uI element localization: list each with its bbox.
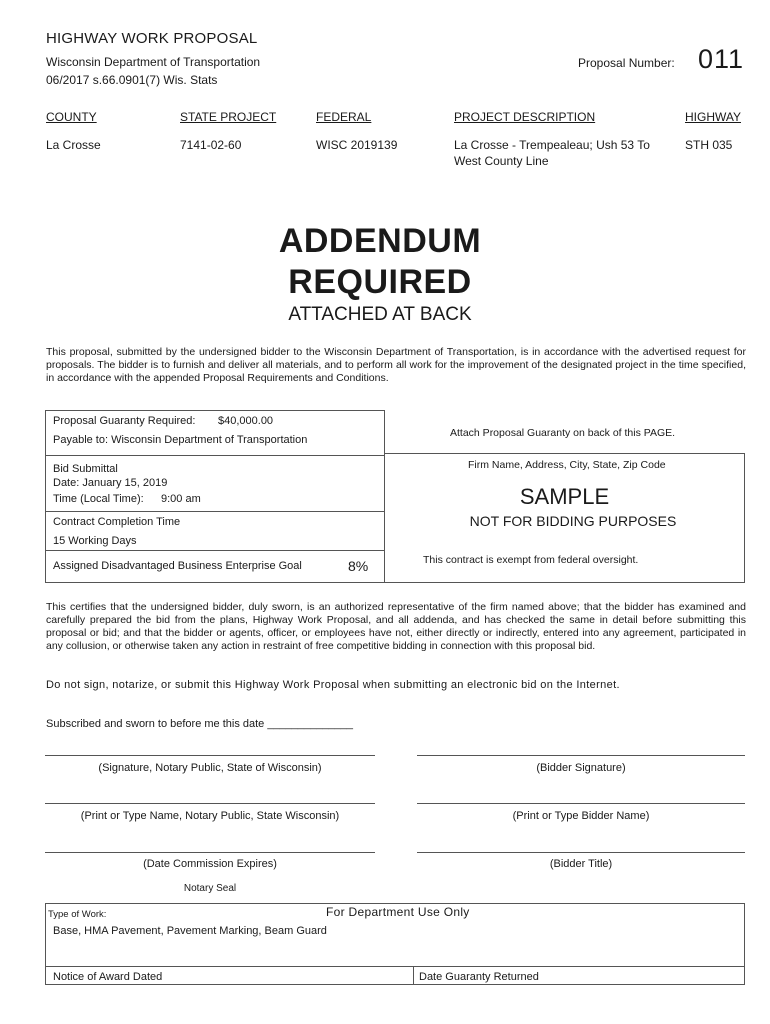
county-header: COUNTY: [46, 110, 97, 124]
bid-date: Date: January 15, 2019: [53, 477, 168, 489]
guaranty-amount: $40,000.00: [218, 415, 274, 427]
attach-guaranty-note: Attach Proposal Guaranty on back of this PAGE.: [450, 427, 676, 439]
notary-seal-label: Notary Seal: [183, 883, 237, 894]
county-value: La Crosse: [46, 138, 101, 152]
bid-submittal-label: Bid Submittal: [53, 463, 118, 475]
not-for-bidding-stamp: NOT FOR BIDDING PURPOSES: [469, 513, 677, 529]
firm-name-label: Firm Name, Address, City, State, Zip Code: [468, 459, 666, 471]
sample-stamp: SAMPLE: [519, 484, 610, 509]
proposal-number: 011: [698, 44, 745, 74]
state-project-header: STATE PROJECT: [180, 110, 277, 124]
form-title: HIGHWAY WORK PROPOSAL: [46, 30, 258, 47]
electronic-bid-notice: Do not sign, notarize, or submit this Highway Work Proposal when submitting an electronic bid on the Internet.: [46, 679, 620, 691]
guaranty-returned-label: Date Guaranty Returned: [419, 971, 539, 983]
attached-at-back-text: ATTACHED AT BACK: [288, 304, 472, 325]
notary-name-line[interactable]: [45, 803, 375, 804]
notary-signature-line[interactable]: [45, 755, 375, 756]
state-project-value: 7141-02-60: [180, 138, 242, 152]
guaranty-label: Proposal Guaranty Required:: [53, 415, 196, 427]
completion-time-value: 15 Working Days: [53, 535, 137, 547]
notary-signature-caption: (Signature, Notary Public, State of Wisconsin): [98, 762, 322, 774]
bid-time-value: 9:00 am: [161, 493, 201, 505]
bidder-signature-caption: (Bidder Signature): [536, 762, 626, 774]
addendum-heading: ADDENDUM: [278, 222, 482, 260]
type-of-work-value: Base, HMA Pavement, Pavement Marking, Beam Guard: [53, 925, 327, 937]
completion-time-label: Contract Completion Time: [53, 516, 181, 528]
department-name: Wisconsin Department of Transportation: [46, 55, 261, 69]
required-heading: REQUIRED: [288, 263, 472, 301]
bid-time-label: Time (Local Time):: [53, 493, 144, 505]
notice-of-award-label: Notice of Award Dated: [53, 971, 163, 983]
federal-header: FEDERAL: [316, 110, 372, 124]
type-of-work-label: Type of Work:: [48, 909, 107, 920]
bidder-title-caption: (Bidder Title): [549, 858, 613, 870]
highway-header: HIGHWAY: [685, 110, 741, 124]
payable-to: Payable to: Wisconsin Department of Transportation: [53, 434, 308, 446]
subscribed-sworn-line: Subscribed and sworn to before me this date ______________: [46, 718, 353, 730]
proposal-number-label: Proposal Number:: [578, 56, 675, 70]
department-use-title: For Department Use Only: [326, 905, 470, 919]
bidder-title-line[interactable]: [417, 852, 745, 853]
project-description-header: PROJECT DESCRIPTION: [454, 110, 596, 124]
intro-paragraph: This proposal, submitted by the undersigned bidder to the Wisconsin Department of Transportation, is in accordance with the advertised request for proposals. The bidder is to furnish and deliver all materials, and to perform all work for the improvement of the designated project in the time specified, in accordance with the appended Proposal Requirements and Conditions.: [46, 346, 746, 384]
bidder-signature-line[interactable]: [417, 755, 745, 756]
federal-value: WISC 2019139: [316, 138, 398, 152]
notary-name-caption: (Print or Type Name, Notary Public, State Wisconsin): [80, 810, 340, 822]
certification-paragraph: This certifies that the undersigned bidder, duly sworn, is an authorized representative of the firm named above; that the bidder has examined and carefully prepared the bid from the plans, Highway Work Proposal, and all addenda, and has checked the same in detail before submitting this proposal or bid; and that the bidder or agents, officer, or employees have not, either directly or indirectly, entered into any agreement, participated in any collusion, or otherwise taken any action in restraint of free competitive bidding in connection with this proposal bid.: [46, 601, 746, 652]
bidder-name-caption: (Print or Type Bidder Name): [512, 810, 650, 822]
commission-expires-caption: (Date Commission Expires): [143, 858, 277, 870]
project-description-value: La Crosse - Trempealeau; Ush 53 To West County Line: [454, 138, 650, 168]
statute-reference: 06/2017 s.66.0901(7) Wis. Stats: [46, 73, 218, 87]
commission-expires-line[interactable]: [45, 852, 375, 853]
dbe-goal-value: 8%: [348, 558, 369, 574]
federal-exempt-note: This contract is exempt from federal oversight.: [423, 554, 639, 566]
bidder-name-line[interactable]: [417, 803, 745, 804]
dbe-goal-label: Assigned Disadvantaged Business Enterprise Goal: [53, 560, 302, 572]
highway-value: STH 035: [685, 138, 733, 152]
